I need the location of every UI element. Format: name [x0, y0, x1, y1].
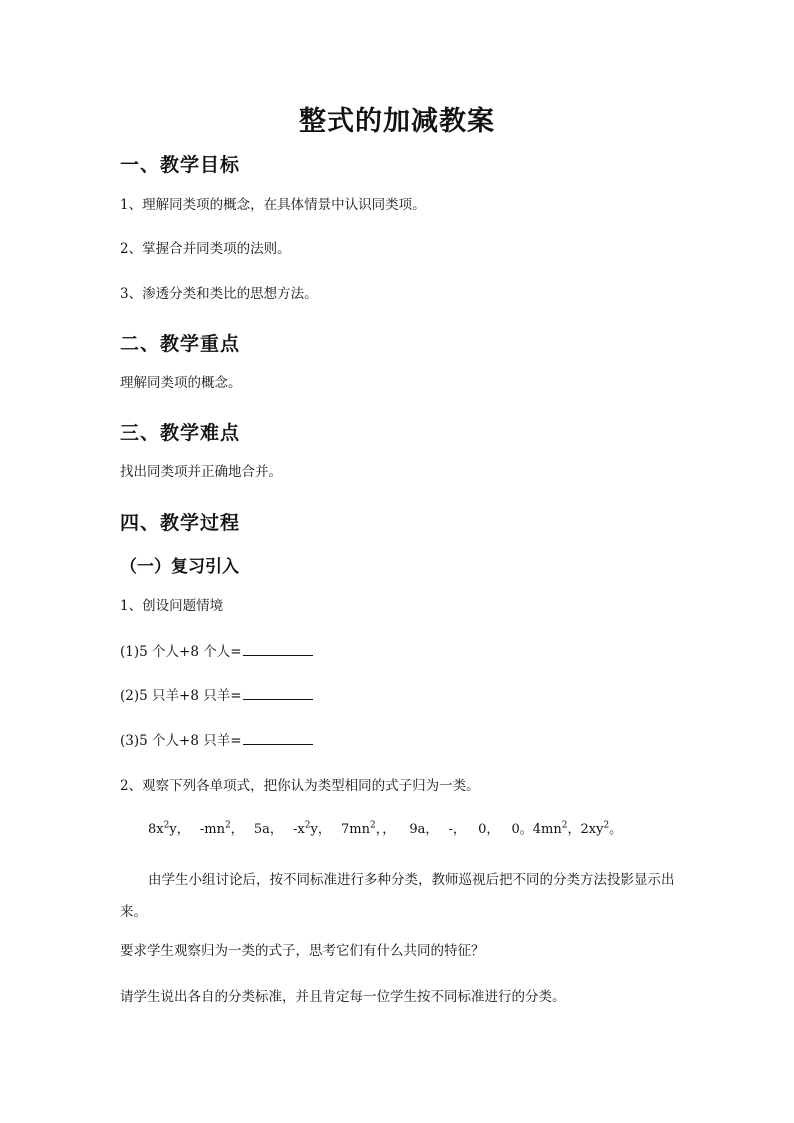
expr-term-2: -mn: [199, 822, 225, 837]
expr-term-4-exponent: 2: [304, 820, 311, 831]
expr-term-8: 0，: [478, 822, 500, 837]
expr-term-7: -，: [448, 822, 466, 837]
expr-term-1-tail: y，: [169, 822, 190, 837]
objective-item-1: 1、理解同类项的概念，在具体情景中认识同类项。: [120, 197, 426, 213]
section-heading-key-points: 二、教学重点: [120, 333, 241, 355]
question-2: [120, 685, 313, 707]
question-1-text: (1)5 个人+8 个人=: [120, 644, 242, 660]
expr-term-5: 7mn: [340, 822, 370, 837]
expr-term-5-exponent: 2: [369, 820, 376, 831]
process-item-2: 2、观察下列各单项式，把你认为类型相同的式子归为一类。: [120, 778, 480, 794]
expr-term-3: 5a，: [253, 822, 283, 837]
difficulties-text: 找出同类项并正确地合并。: [120, 464, 282, 480]
expr-term-9-tail: ，: [567, 822, 581, 837]
question-3: [120, 730, 313, 752]
expr-term-2-tail: ，: [230, 822, 244, 837]
expr-term-10-tail: 。: [609, 822, 623, 837]
question-1: [120, 641, 313, 663]
expr-term-6: 9a，: [409, 822, 439, 837]
question-3-text: (3)5 个人+8 只羊=: [120, 733, 242, 749]
expr-term-4: -x: [293, 822, 305, 837]
objective-item-3: 3、渗透分类和类比的思想方法。: [120, 286, 318, 302]
process-item-1: 1、创设问题情境: [120, 598, 224, 614]
expr-term-1: 8x: [148, 822, 164, 837]
question-2-text: (2)5 只羊+8 只羊=: [120, 688, 242, 704]
section-heading-process: 四、教学过程: [120, 512, 241, 534]
document-title: 整式的加减教案: [299, 106, 495, 137]
expr-term-9: 0。4mn: [511, 822, 562, 837]
answer-blank-2: [243, 686, 313, 700]
monomial-expressions: [148, 819, 622, 841]
answer-blank-1: [243, 642, 313, 656]
observation-paragraph: 要求学生观察归为一类的式子，思考它们有什么共同的特征？: [120, 943, 485, 959]
expr-term-9-exponent: 2: [561, 820, 568, 831]
expr-term-10-exponent: 2: [603, 820, 610, 831]
expr-term-10: 2xy: [580, 822, 604, 837]
subsection-heading-review: （一）复习引入: [120, 557, 239, 577]
expr-term-4-tail: y，: [310, 822, 331, 837]
answer-blank-3: [243, 731, 313, 745]
discussion-paragraph: 由学生小组讨论后，按不同标准进行多种分类，教师巡视后把不同的分类方法投影显示出来。: [120, 872, 675, 920]
classification-paragraph: 请学生说出各自的分类标准，并且肯定每一位学生按不同标准进行的分类。: [120, 989, 566, 1005]
section-heading-difficulties: 三、教学难点: [120, 422, 241, 444]
section-heading-objectives: 一、教学目标: [120, 154, 241, 176]
expr-term-5-tail: ，，: [375, 822, 396, 837]
expr-term-2-exponent: 2: [224, 820, 231, 831]
objective-item-2: 2、掌握合并同类项的法则。: [120, 241, 291, 257]
expr-term-1-exponent: 2: [163, 820, 170, 831]
key-points-text: 理解同类项的概念。: [120, 375, 242, 391]
